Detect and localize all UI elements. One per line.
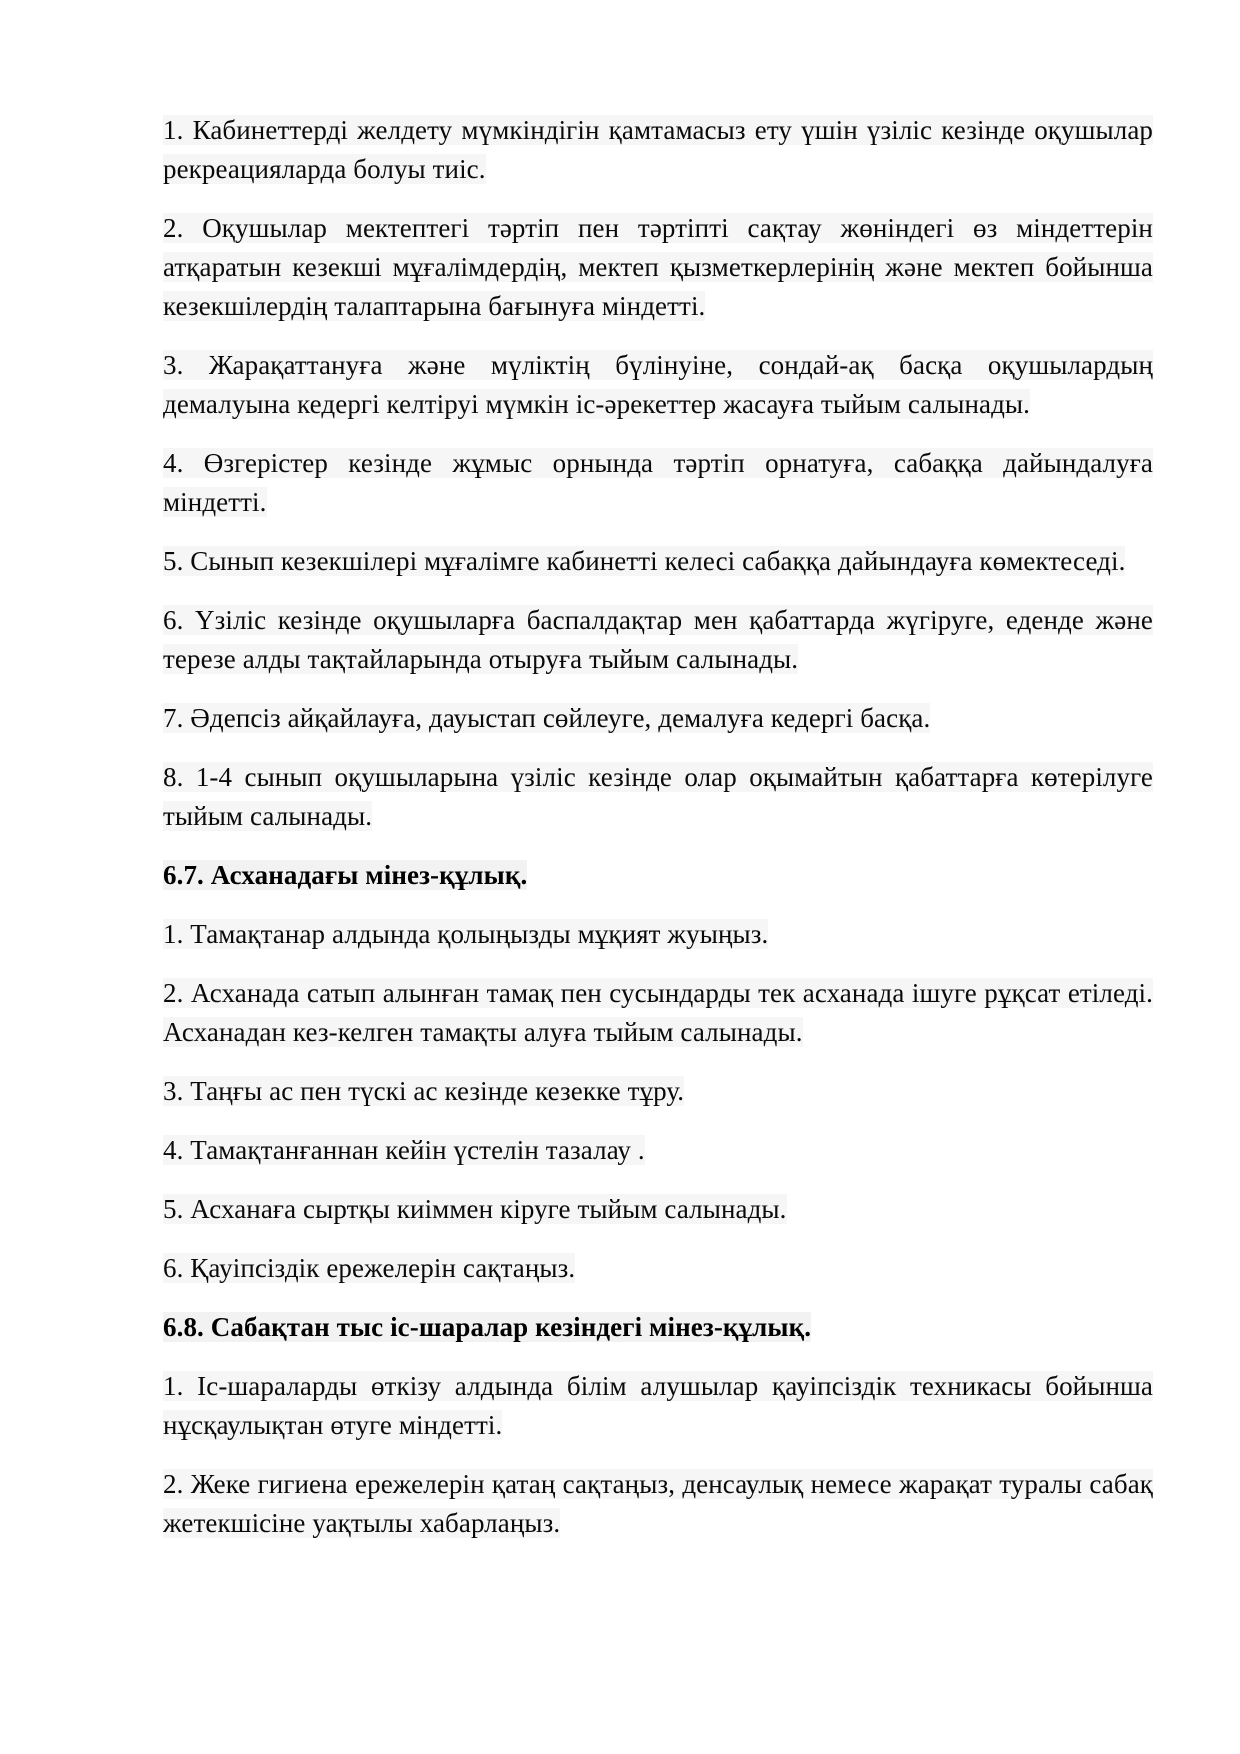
section-heading-6-7 (163, 856, 1153, 895)
canteen-rule-5 (163, 1190, 1153, 1229)
canteen-rule-6 (163, 1249, 1153, 1288)
canteen-rule-5-text: 5. Асханаға сыртқы киіммен кіруге тыйым салынады. (163, 1194, 787, 1224)
paragraph-1-text: 1. Кабинеттерді желдету мүмкіндігін қамтамасыз ету үшін үзіліс кезінде оқушылар рекреацияларда болуы тиіс. (163, 115, 1153, 184)
paragraph-1 (163, 111, 1153, 189)
paragraph-3 (163, 346, 1153, 424)
canteen-rule-1-text: 1. Тамақтанар алдында қолыңызды мұқият жуыңыз. (163, 919, 769, 949)
canteen-rule-3-text: 3. Таңғы ас пен түскі ас кезінде кезекке тұру. (163, 1076, 685, 1106)
paragraph-3-text: 3. Жарақаттануға және мүліктің бүлінуіне, сондай-ақ басқа оқушылардың демалуына кедергі келтіруі мүмкін іс-әрекеттер жасауға тыйым салынады. (163, 350, 1153, 419)
canteen-rule-1 (163, 915, 1153, 954)
section-heading-6-8 (163, 1308, 1153, 1347)
events-rule-1 (163, 1367, 1153, 1445)
canteen-rule-3 (163, 1072, 1153, 1111)
section-heading-6-7-text: 6.7. Асханадағы мінез-құлық. (163, 860, 528, 890)
document-text-block (163, 111, 1153, 1563)
paragraph-6 (163, 601, 1153, 679)
paragraph-4-text: 4. Өзгерістер кезінде жұмыс орнында тәртіп орнатуға, сабаққа дайындалуға міндетті. (163, 448, 1153, 517)
paragraph-8-text: 8. 1-4 сынып оқушыларына үзіліс кезінде олар оқымайтын қабаттарға көтерілуге тыйым салынады. (163, 762, 1153, 831)
canteen-rule-6-text: 6. Қауіпсіздік ережелерін сақтаңыз. (163, 1253, 576, 1283)
paragraph-6-text: 6. Үзіліс кезінде оқушыларға баспалдақтар мен қабаттарда жүгіруге, еденде және терезе алды тақтайларында отыруға тыйым салынады. (163, 605, 1153, 674)
section-heading-6-8-text: 6.8. Сабақтан тыс іс-шаралар кезіндегі мінез-құлық. (163, 1312, 812, 1342)
paragraph-4 (163, 444, 1153, 522)
paragraph-2 (163, 209, 1153, 326)
events-rule-2 (163, 1465, 1153, 1543)
canteen-rule-4-text: 4. Тамақтанғаннан кейін үстелін тазалау . (163, 1135, 645, 1165)
paragraph-5-text: 5. Сынып кезекшілері мұғалімге кабинетті келесі сабаққа дайындауға көмектеседі. (163, 546, 1126, 576)
events-rule-2-text: 2. Жеке гигиена ережелерін қатаң сақтаңыз, денсаулық немесе жарақат туралы сабақ жетекшісіне уақтылы хабарлаңыз. (163, 1469, 1153, 1538)
paragraph-7 (163, 699, 1153, 738)
canteen-rule-2-text: 2. Асханада сатып алынған тамақ пен сусындарды тек асханада ішуге рұқсат етіледі. Асханадан кез-келген тамақты алуға тыйым салынады. (163, 978, 1153, 1047)
paragraph-2-text: 2. Оқушылар мектептегі тәртіп пен тәртіпті сақтау жөніндегі өз міндеттерін атқаратын кезекші мұғалімдердің, мектеп қызметкерлерінің және мектеп бойынша кезекшілердің талаптарына бағынуға міндетті. (163, 213, 1153, 321)
paragraph-5 (163, 542, 1153, 581)
paragraph-7-text: 7. Әдепсіз айқайлауға, дауыстап сөйлеуге, демалуға кедергі басқа. (163, 703, 931, 733)
events-rule-1-text: 1. Іс-шараларды өткізу алдында білім алушылар қауіпсіздік техникасы бойынша нұсқаулықтан өтуге міндетті. (163, 1371, 1153, 1440)
canteen-rule-4 (163, 1131, 1153, 1170)
canteen-rule-2 (163, 974, 1153, 1052)
paragraph-8 (163, 758, 1153, 836)
